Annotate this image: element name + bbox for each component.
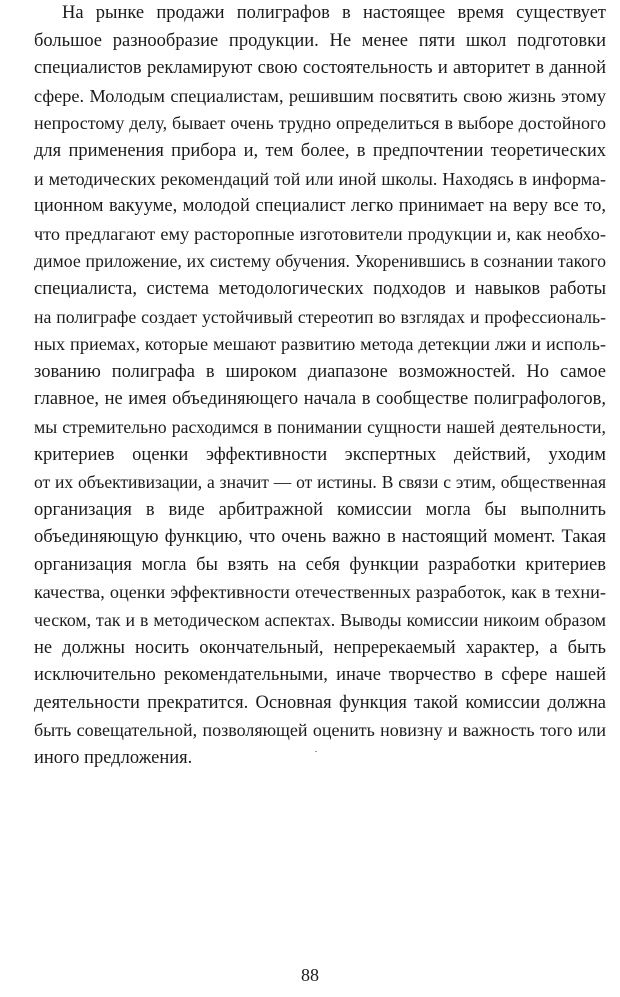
text-line: главное, не имея объединяющего начала в сообществе полиграфологов, xyxy=(34,389,606,410)
text-line: димое приложение, их систему обучения. Укоренившись в сознании такого xyxy=(34,251,606,272)
text-line: и методических рекомендаций той или иной школы. Находясь в информа- xyxy=(34,168,606,189)
text-line: ционном вакууме, молодой специалист легко принимает на веру все то, xyxy=(34,196,606,217)
page-number: 88 xyxy=(301,965,319,985)
text-line: зованию полиграфа в широком диапазоне возможностей. Но самое xyxy=(34,361,606,382)
text-line: мы стремительно расходимся в понимании сущности нашей деятельности, xyxy=(34,416,606,437)
text-line: сфере. Молодым специалистам, решившим посвятить свою жизнь этому xyxy=(34,85,606,106)
text-line: деятельности прекратится. Основная функция такой комиссии должна xyxy=(34,692,606,713)
text-line: На рынке продажи полиграфов в настоящее время существует xyxy=(62,3,606,23)
text-line: большое разнообразие продукции. Не менее пяти школ подготовки xyxy=(34,30,606,51)
text-line: критериев оценки эффективности экспертных действий, уходим xyxy=(34,444,606,465)
text-line: от их объективизации, а значит — от истины. В связи с этим, общественная xyxy=(34,472,606,493)
text-line: непростому делу, бывает очень трудно определиться в выборе достойного xyxy=(34,113,606,134)
scan-speck xyxy=(315,751,317,752)
text-line: на полиграфе создает устойчивый стереотип во взглядах и профессиональ- xyxy=(34,306,606,327)
text-line: организация в виде арбитражной комиссии могла бы выполнить xyxy=(34,499,606,520)
text-line: организация могла бы взять на себя функции разработки критериев xyxy=(34,554,606,575)
text-line: что предлагают ему расторопные изготовители продукции и, как необхо- xyxy=(34,223,606,244)
text-line: быть совещательной, позволяющей оценить новизну и важность того или xyxy=(34,720,606,741)
text-line: ческом, так и в методическом аспектах. Выводы комиссии никоим образом xyxy=(34,610,606,631)
text-line: объединяющую функцию, что очень важно в настоящий момент. Такая xyxy=(34,527,606,548)
text-line: не должны носить окончательный, непререкаемый характер, а быть xyxy=(34,637,606,658)
text-line: специалистов рекламируют свою состоятельность и авторитет в данной xyxy=(34,58,606,79)
text-line: для применения прибора и, тем более, в предпочтении теоретических xyxy=(34,140,606,161)
text-line: ных приемах, которые мешают развитию метода детекции лжи и исполь- xyxy=(34,334,606,355)
text-line: качества, оценки эффективности отечественных разработок, как в техни- xyxy=(34,582,606,603)
body-paragraph xyxy=(34,0,606,773)
text-line: иного предложения. xyxy=(34,748,193,769)
text-line: исключительно рекомендательными, иначе творчество в сфере нашей xyxy=(34,665,606,686)
text-line: специалиста, система методологических подходов и навыков работы xyxy=(34,278,606,299)
